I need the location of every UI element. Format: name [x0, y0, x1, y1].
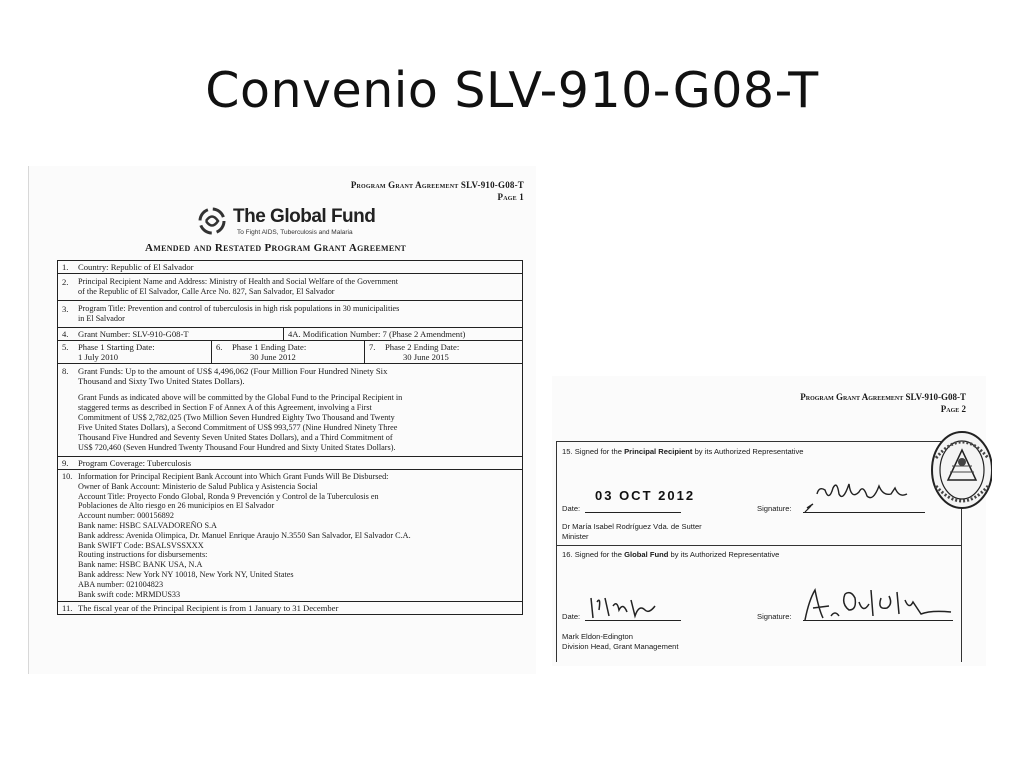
grant-funds-line-2: Thousand and Sixty Two United States Dollars). [78, 376, 245, 386]
s16-signature-line [803, 620, 953, 621]
s16-heading-bold: Global Fund [624, 550, 669, 559]
amended-agreement-title: Amended and Restated Program Grant Agreement [145, 242, 407, 254]
bank-info-line: Bank swift code: MRMDUS33 [78, 589, 181, 599]
page2-header-page: Page 2 [940, 404, 966, 414]
modification-cell [283, 328, 522, 340]
bank-info-line: ABA number: 021004823 [78, 579, 164, 589]
row-country [57, 261, 523, 274]
ministry-seal-icon [928, 428, 992, 512]
s15-date-stamp: 03 OCT 2012 [595, 488, 696, 503]
phase1-start-cell [58, 341, 211, 363]
row-number: 9. [62, 458, 69, 468]
phase2-end-cell [364, 341, 522, 363]
row-number: 11. [62, 603, 73, 614]
row-number: 7. [369, 342, 376, 352]
row-grant-number [57, 328, 523, 341]
s16-signature-label: Signature: [757, 612, 792, 621]
bank-info-line: Owner of Bank Account: Ministerio de Salud Publica y Asistencia Social [78, 481, 318, 491]
bank-info-line: Bank name: HSBC SALVADOREÑO S.A [78, 520, 217, 530]
bank-info-line: Account Title: Proyecto Fondo Global, Ronda 9 Prevención y Control de la Tuberculosis en [78, 491, 379, 501]
s15-signature-line [803, 512, 925, 513]
s16-heading-pre: Signed for the [574, 550, 625, 559]
grant-funds-line-1: Grant Funds: Up to the amount of US$ 4,496,062 (Four Million Four Hundred Ninety Six [78, 366, 388, 376]
row-principal-recipient [57, 274, 523, 301]
row-phase-dates [57, 341, 523, 364]
bank-info-line: Routing instructions for disbursements: [78, 550, 208, 560]
agreement-table [57, 260, 523, 615]
bank-info-line: Poblaciones de Alto riesgo en 26 municipios en El Salvador [78, 501, 275, 511]
bank-info-line: Bank address: Avenida Olimpica, Dr. Manuel Enrique Araujo N.3550 San Salvador, El Salvador C.A. [78, 530, 411, 540]
global-fund-logo [197, 206, 397, 238]
s16-signer-name: Mark Eldon-Edington [562, 632, 633, 641]
commitment-paragraph [62, 393, 518, 453]
grant-funds-block [62, 366, 518, 386]
phase1-end-label: Phase 1 Ending Date: [232, 342, 307, 352]
row-program-title [57, 301, 523, 328]
s16-date-label: Date: [562, 612, 581, 621]
row-number: 5. [62, 342, 69, 352]
s15-heading-pre: Signed for the [574, 447, 625, 456]
global-fund-logo-icon [197, 206, 227, 236]
slide-title: Convenio SLV-910-G08-T [205, 62, 819, 119]
logo-name: The Global Fund [233, 206, 376, 227]
commitment-line: US$ 720,460 (Seven Hundred Twenty Thousand Four Hundred and Sixty United States Dollars). [78, 443, 396, 452]
commitment-line: Five United States Dollars), a Second Commitment of US$ 993,577 (Nine Hundred Ninety Three [78, 423, 398, 432]
program-title-line-1: Program Title: Prevention and control of tuberculosis in high risk populations in 30 municipalities [78, 304, 400, 313]
agreement-page-1 [28, 166, 536, 674]
phase1-start-value: 1 July 2010 [78, 352, 119, 362]
phase1-end-cell [211, 341, 364, 363]
section-number: 16. [562, 550, 573, 559]
s16-heading-post: by its Authorized Representative [668, 550, 780, 559]
grant-number-text: Grant Number: SLV-910-G08-T [78, 329, 189, 339]
page2-header-title: Program Grant Agreement SLV-910-G08-T [800, 392, 966, 402]
s15-signature-label: Signature: [757, 504, 792, 513]
bank-info-line: Bank name: HSBC BANK USA, N.A [78, 560, 203, 570]
recipient-line-2: of the Republic of El Salvador, Calle Arce No. 827, San Salvador, El Salvador [78, 287, 335, 296]
agreement-page-2 [552, 376, 986, 666]
coverage-text: Program Coverage: Tuberculosis [78, 458, 192, 468]
row-number: 2. [62, 277, 69, 287]
row-bank-information [57, 470, 523, 602]
country-text: Country: Republic of El Salvador [78, 262, 194, 272]
s15-signer-name: Dr María Isabel Rodríguez Vda. de Sutter [562, 522, 702, 531]
recipient-line-1: Principal Recipient Name and Address: Ministry of Health and Social Welfare of the Government [78, 277, 399, 286]
bank-info-line: Bank SWIFT Code: BSALSVSSXXX [78, 540, 204, 550]
s16-date-line [585, 620, 681, 621]
row-number: 8. [62, 366, 69, 376]
s16-handwritten-date-icon [587, 592, 667, 622]
row-fiscal-year [57, 602, 523, 615]
logo-tagline: To Fight AIDS, Tuberculosis and Malaria [237, 229, 353, 236]
row-program-coverage [57, 457, 523, 470]
phase1-end-value: 30 June 2012 [250, 352, 296, 362]
s16-signer-title: Division Head, Grant Management [562, 642, 679, 651]
s15-date-label: Date: [562, 504, 581, 513]
commitment-line: Commitment of US$ 2,782,025 (Two Million Seven Hundred Eighty Two Thousand and Twenty [78, 413, 395, 422]
bank-info-line: Information for Principal Recipient Bank Account into Which Grant Funds Will Be Disbursed: [78, 472, 389, 481]
commitment-line: Grant Funds as indicated above will be committed by the Global Fund to the Principal Recipient in [78, 393, 403, 402]
program-title-line-2: in El Salvador [78, 314, 125, 323]
modification-text: 4A. Modification Number: 7 (Phase 2 Amendment) [288, 329, 466, 339]
section-number: 15. [562, 447, 573, 456]
commitment-line: staggered terms as described in Section F of Annex A of this Agreement, involving a First [78, 403, 372, 412]
row-number: 10. [62, 472, 73, 481]
s15-signature-icon [803, 472, 933, 517]
section-divider [557, 545, 961, 546]
row-number: 4. [62, 329, 69, 339]
page1-header-page: Page 1 [497, 192, 524, 202]
fiscal-year-text: The fiscal year of the Principal Recipient is from 1 January to 31 December [78, 603, 339, 614]
row-number: 6. [216, 342, 223, 352]
phase2-end-value: 30 June 2015 [403, 352, 449, 362]
bank-info-line: Account number: 000156892 [78, 511, 174, 521]
signature-box [556, 441, 962, 662]
grant-number-cell [58, 328, 283, 340]
s15-heading-bold: Principal Recipient [624, 447, 693, 456]
row-number: 1. [62, 262, 69, 272]
s15-heading-post: by its Authorized Representative [692, 447, 804, 456]
phase2-end-label: Phase 2 Ending Date: [385, 342, 460, 352]
row-grant-funds [57, 364, 523, 457]
s16-heading [562, 550, 966, 560]
s15-date-line [585, 512, 681, 513]
bank-info-line: Bank address: New York NY 10018, New York NY, United States [78, 569, 294, 579]
phase1-start-label: Phase 1 Starting Date: [78, 342, 155, 352]
s15-signer-title: Minister [562, 532, 589, 541]
page1-header-title: Program Grant Agreement SLV-910-G08-T [350, 180, 524, 190]
row-number: 3. [62, 304, 69, 314]
s15-heading [562, 447, 966, 457]
commitment-line: Thousand Five Hundred and Seventy Seven United States Dollars), and a Third Commitment of [78, 433, 393, 442]
